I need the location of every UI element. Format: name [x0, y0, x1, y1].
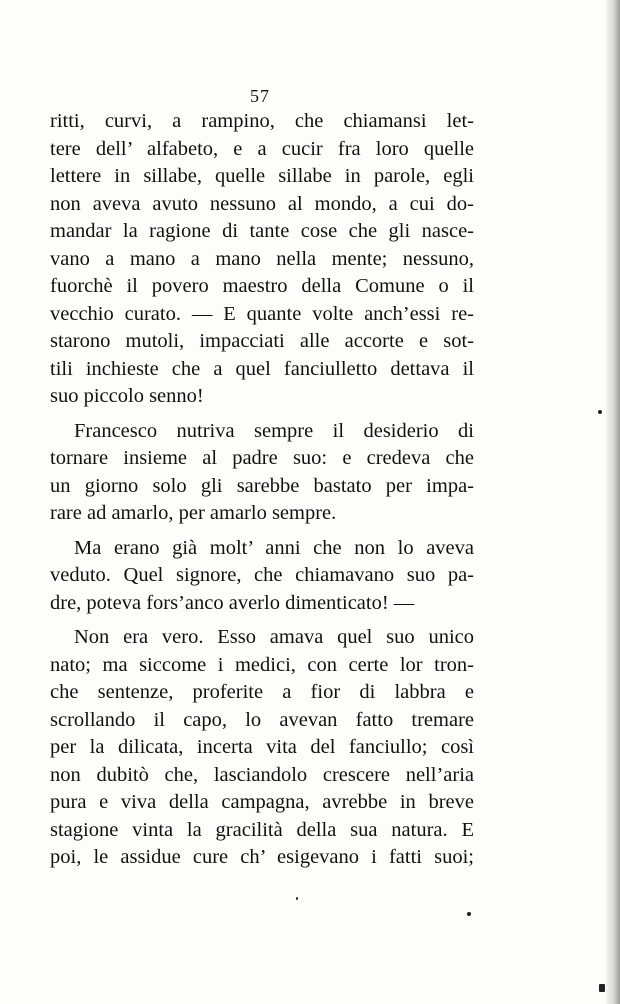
text-line: ritti, curvi, a rampino, che chiamansi let-: [50, 110, 474, 132]
text-line: per la dilicata, incerta vita del fanciullo; così: [50, 736, 474, 758]
scan-speck: [467, 912, 471, 916]
page-number: 57: [250, 86, 270, 106]
paragraph: [50, 535, 474, 618]
scan-speck: [598, 410, 602, 414]
text-line: non dubitò che, lasciandolo crescere nell’aria: [50, 763, 474, 786]
text-line: Ma erano già molt’ anni che non lo aveva: [74, 536, 474, 559]
text-line: dre, poteva fors’anco averlo dimenticato! —: [50, 591, 415, 614]
text-line: che sentenze, proferite a fior di labbra e: [50, 681, 474, 703]
paragraph: [50, 108, 474, 411]
text-line: un giorno solo gli sarebbe bastato per impa-: [50, 474, 474, 497]
scan-speck: [296, 897, 298, 900]
text-line: non aveva avuto nessuno al mondo, a cui do-: [50, 192, 474, 215]
text-line: scrollando il capo, lo avevan fatto tremare: [50, 708, 474, 731]
text-line: Francesco nutriva sempre il desiderio di: [74, 419, 474, 442]
paragraph: [50, 624, 474, 872]
text-line: suo piccolo senno!: [50, 385, 204, 407]
paragraph-gap: [50, 617, 474, 624]
scan-speck: [599, 984, 605, 992]
text-line: poi, le assidue cure ch’ esigevano i fatti suoi;: [50, 846, 474, 868]
text-line: starono mutoli, impacciati alle accorte e sot-: [50, 330, 474, 352]
paragraph: [50, 418, 474, 528]
text-line: fuorchè il povero maestro della Comune o il: [50, 275, 474, 297]
text-line: rare ad amarlo, per amarlo sempre.: [50, 502, 337, 524]
body-text: [50, 108, 474, 872]
text-line: vano a mano a mano nella mente; nessuno,: [50, 247, 474, 270]
page-edge-shadow: [606, 0, 620, 1004]
text-line: nato; ma siccome i medici, con certe lor tron-: [50, 653, 474, 676]
paragraph-gap: [50, 411, 474, 418]
text-line: vecchio curato. — E quante volte anch’essi re-: [50, 302, 474, 325]
text-line: Non era vero. Esso amava quel suo unico: [74, 626, 474, 648]
text-line: tili inchieste che a quel fanciulletto dettava il: [50, 357, 474, 380]
text-line: tornare insieme al padre suo: e credeva che: [50, 447, 474, 469]
text-line: tere dell’ alfabeto, e a cucir fra loro quelle: [50, 137, 474, 160]
text-line: mandar la ragione di tante cose che gli nasce-: [50, 220, 474, 242]
text-line: veduto. Quel signore, che chiamavano suo pa-: [50, 564, 474, 586]
text-line: pura e viva della campagna, avrebbe in breve: [50, 791, 474, 813]
paragraph-gap: [50, 528, 474, 535]
text-line: lettere in sillabe, quelle sillabe in parole, egli: [50, 165, 474, 187]
text-line: stagione vinta la gracilità della sua natura. E: [50, 818, 474, 841]
